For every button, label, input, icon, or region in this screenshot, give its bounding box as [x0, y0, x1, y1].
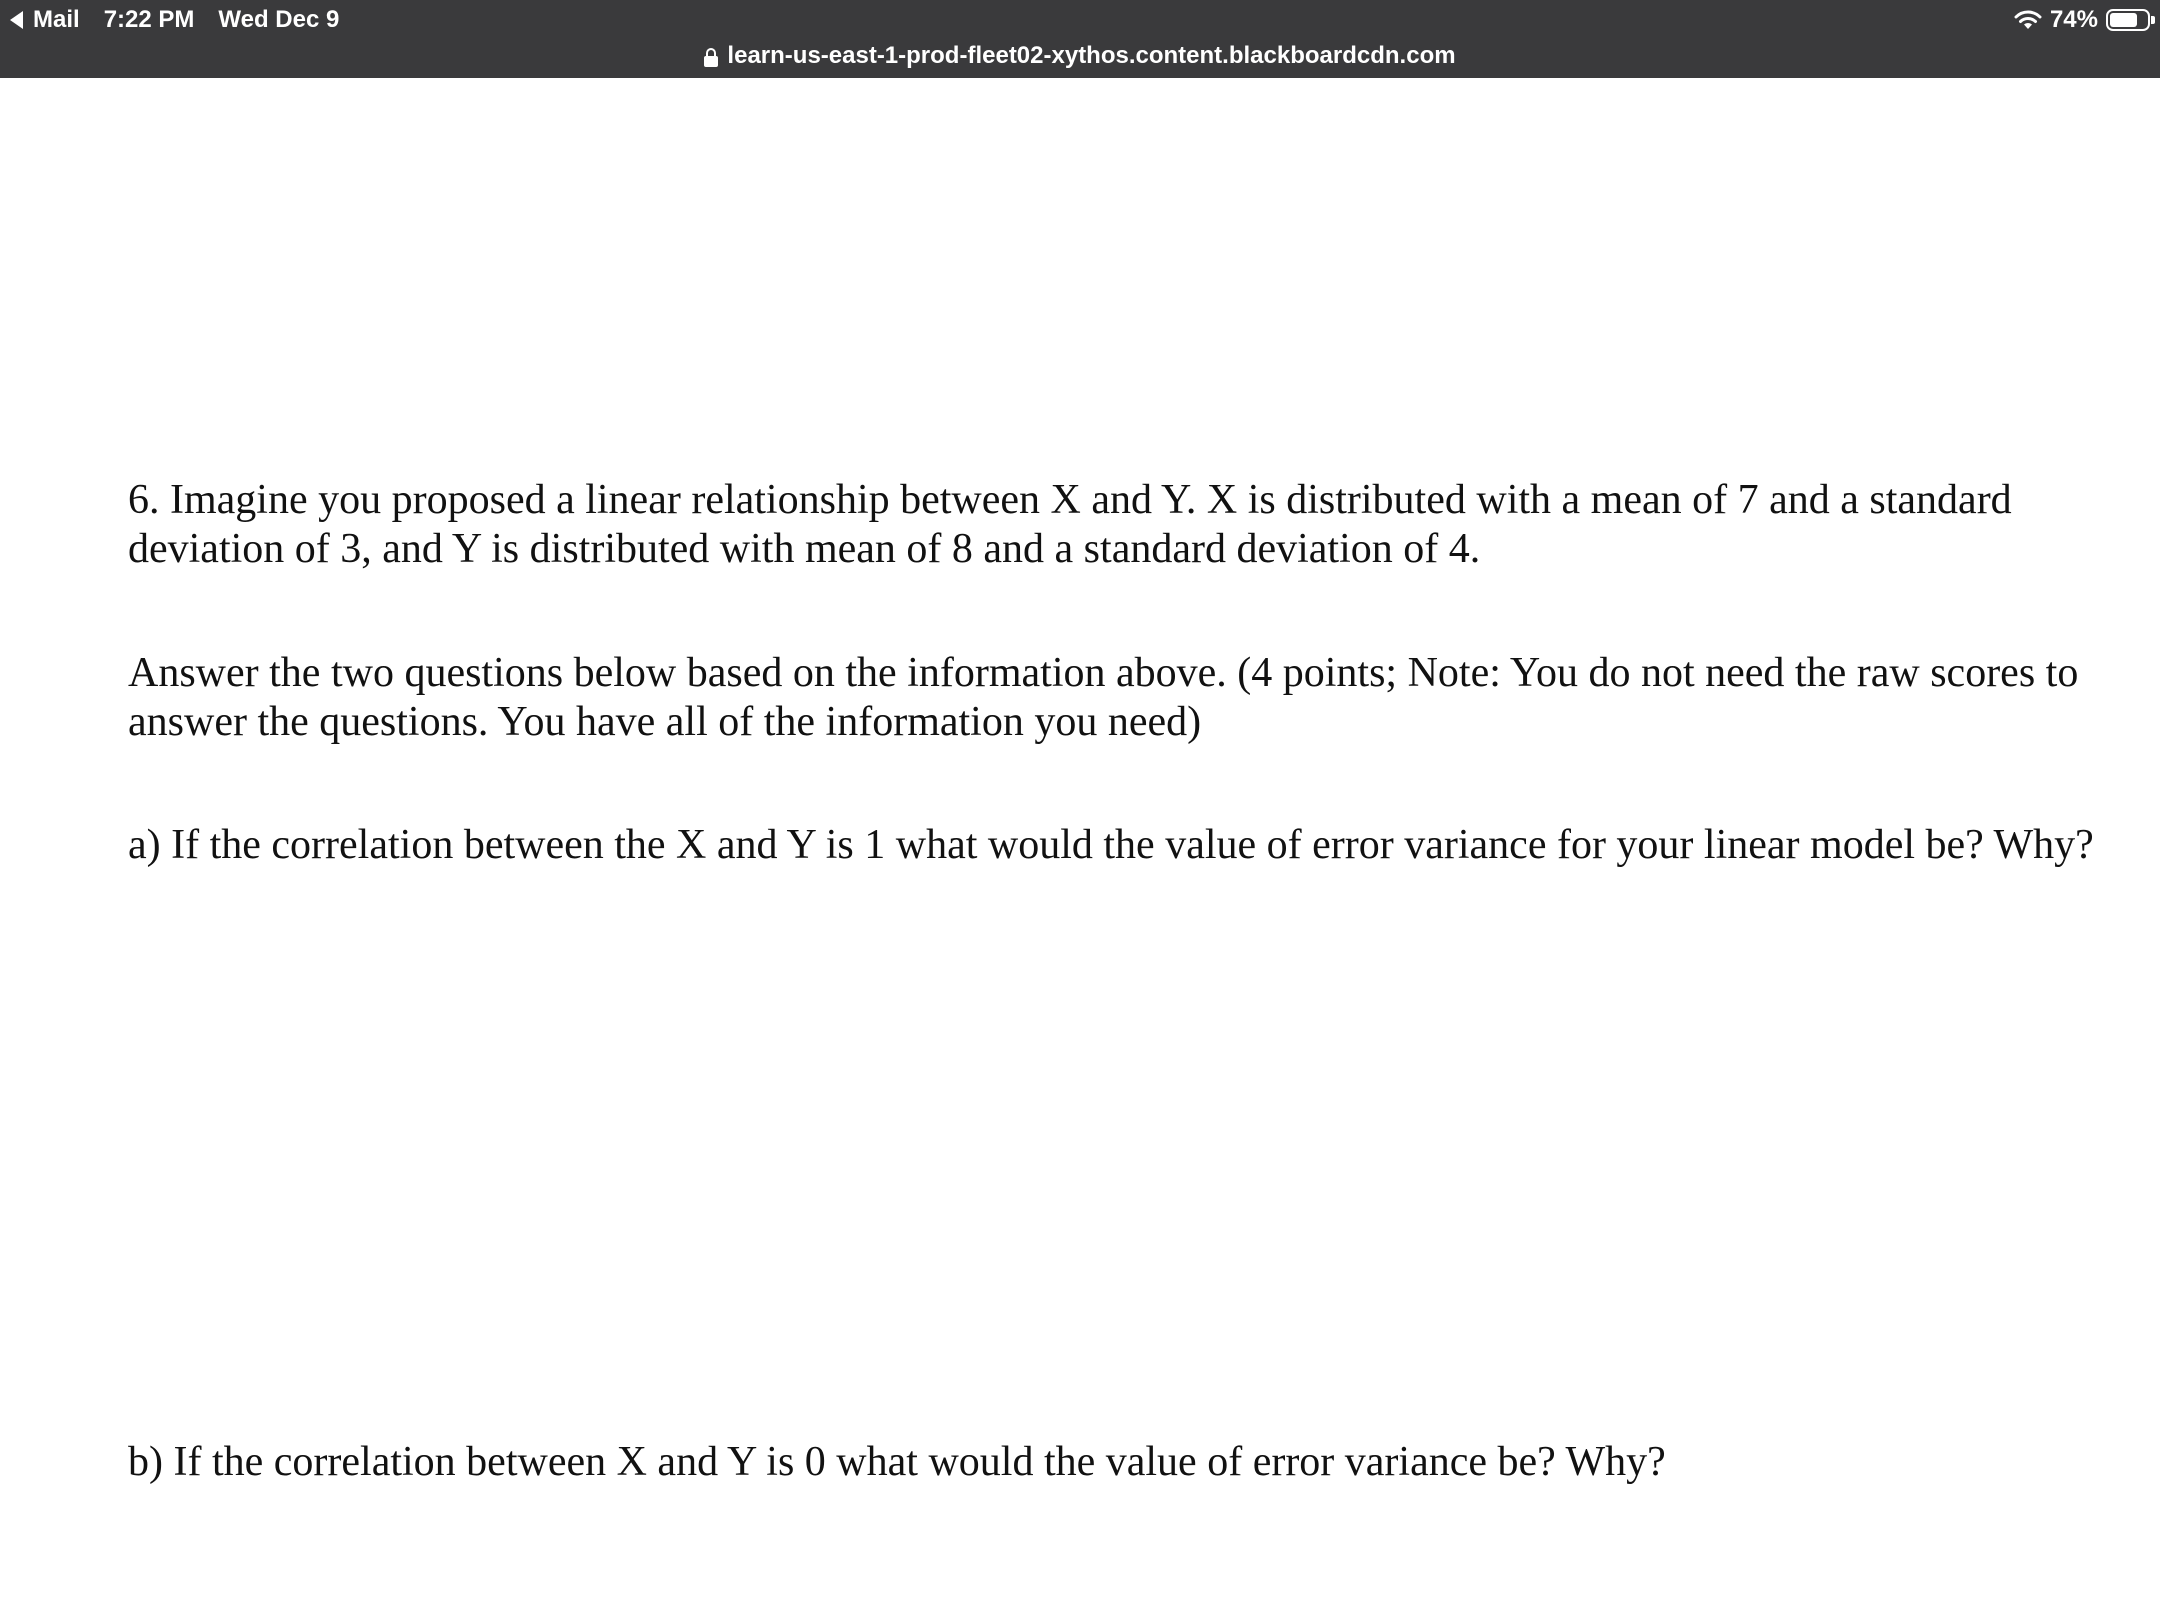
- battery-icon: [2106, 9, 2150, 31]
- status-left: [10, 4, 339, 36]
- top-bar: [0, 0, 2160, 78]
- battery-tip: [2151, 16, 2155, 24]
- battery-level: [2110, 13, 2137, 27]
- back-arrow-icon[interactable]: [10, 11, 23, 29]
- lock-icon: [704, 48, 718, 67]
- document-page: [0, 78, 2160, 1620]
- status-time: 7:22 PM: [103, 6, 195, 33]
- status-right: [2014, 4, 2150, 36]
- question-intro: 6. Imagine you proposed a linear relationship between X and Y. X is distributed with a mean of 7 and a standard deviation of 3, and Y is distributed with mean of 8 and a standard deviation of 4.: [128, 477, 2012, 572]
- url-text[interactable]: learn-us-east-1-prod-fleet02-xythos.content.blackboardcdn.com: [727, 42, 1456, 69]
- status-date: Wed Dec 9: [218, 6, 340, 33]
- battery-percent: 74%: [2049, 6, 2098, 33]
- wifi-icon: [2014, 9, 2042, 31]
- question-part-a: a) If the correlation between the X and Y is 1 what would the value of error variance for your linear model be? Why?: [128, 822, 2094, 868]
- question-part-b: b) If the correlation between X and Y is 0 what would the value of error variance be? Why?: [128, 1439, 1666, 1485]
- address-bar[interactable]: [0, 38, 2160, 74]
- back-to-app-link[interactable]: Mail: [33, 6, 80, 33]
- question-instructions: Answer the two questions below based on the information above. (4 points; Note: You do not need the raw scores to answer the questions. You have all of the information you need): [128, 650, 2079, 745]
